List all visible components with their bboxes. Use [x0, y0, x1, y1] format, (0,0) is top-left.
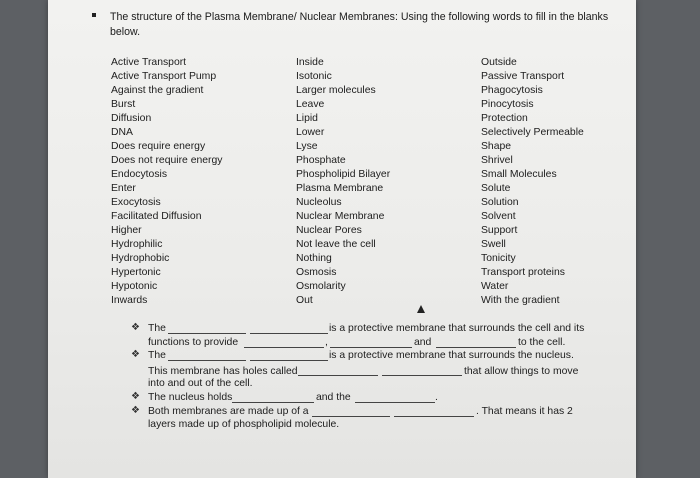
- word-bank-term: Phagocytosis: [481, 85, 543, 96]
- word-bank-term: Diffusion: [111, 113, 152, 124]
- word-bank-term: Burst: [111, 99, 136, 110]
- word-bank-term: Tonicity: [481, 253, 516, 264]
- word-bank-term: Hydrophilic: [111, 239, 163, 250]
- word-bank-term: Solute: [481, 183, 511, 194]
- word-bank-column-2: [296, 56, 390, 308]
- word-bank-term: Lipid: [296, 113, 318, 124]
- word-bank-term: Isotonic: [296, 71, 332, 82]
- word-bank-term: Out: [296, 295, 313, 306]
- q1-and: and: [414, 337, 432, 348]
- q4-blank-1[interactable]: [312, 416, 390, 417]
- word-bank-term: Solution: [481, 197, 519, 208]
- q1-functions: functions to provide: [148, 337, 239, 348]
- word-bank-term: Not leave the cell: [296, 239, 376, 250]
- diamond-bullet-icon: ❖: [131, 322, 140, 333]
- word-bank-term: Active Transport Pump: [111, 71, 217, 82]
- word-bank-term: Outside: [481, 57, 517, 68]
- bullet-marker: [92, 13, 96, 17]
- q1-blank-5[interactable]: [436, 347, 516, 348]
- q3-period: .: [435, 392, 438, 403]
- word-bank-term: Hypotonic: [111, 281, 158, 292]
- word-bank-term: Plasma Membrane: [296, 183, 384, 194]
- q4-blank-2[interactable]: [394, 416, 474, 417]
- word-bank-term: Phosphate: [296, 155, 346, 166]
- word-bank-term: Higher: [111, 225, 142, 236]
- word-bank-term: Passive Transport: [481, 71, 565, 82]
- q1-comma: ,: [325, 337, 328, 348]
- q3-blank-2[interactable]: [355, 402, 435, 403]
- word-bank-term: Pinocytosis: [481, 99, 534, 110]
- q2-allow: that allow things to move: [464, 366, 579, 377]
- q4-start: Both membranes are made up of a: [148, 406, 309, 417]
- diamond-bullet-icon: ❖: [131, 405, 140, 416]
- word-bank-term: Osmosis: [296, 267, 337, 278]
- word-bank-term: Shrivel: [481, 155, 513, 166]
- word-bank-term: Selectively Permeable: [481, 127, 584, 138]
- word-bank-term: Does require energy: [111, 141, 206, 152]
- word-bank-term: Protection: [481, 113, 528, 124]
- word-bank-term: Nuclear Pores: [296, 225, 362, 236]
- word-bank-term: With the gradient: [481, 295, 560, 306]
- word-bank-term: Larger molecules: [296, 85, 376, 96]
- word-bank-term: Hypertonic: [111, 267, 161, 278]
- word-bank-term: Enter: [111, 183, 136, 194]
- diamond-bullet-icon: ❖: [131, 349, 140, 360]
- word-bank-term: Osmolarity: [296, 281, 346, 292]
- q1-tail: is a protective membrane that surrounds the cell and its: [329, 323, 585, 334]
- q2-blank-4[interactable]: [382, 375, 462, 376]
- instructions-text: The structure of the Plasma Membrane/ Nuclear Membranes: Using the following words to fill in the blanks below.: [110, 11, 609, 38]
- word-bank-term: DNA: [111, 127, 133, 138]
- word-bank-term: Shape: [481, 141, 512, 152]
- word-bank-term: Nucleolus: [296, 197, 342, 208]
- q3-and: and the: [316, 392, 351, 403]
- q3-start: The nucleus holds: [148, 392, 233, 403]
- word-bank-term: Inside: [296, 57, 324, 68]
- word-bank-column-1: [111, 56, 222, 308]
- q1-blank-4[interactable]: [330, 347, 412, 348]
- q2-holes: This membrane has holes called: [148, 366, 298, 377]
- word-bank-term: Nothing: [296, 253, 332, 264]
- word-bank-term: Lower: [296, 127, 325, 138]
- q4-mid: . That means it has 2: [476, 406, 573, 417]
- q1-blank-3[interactable]: [244, 347, 324, 348]
- word-bank-term: Small Molecules: [481, 169, 557, 180]
- word-bank-term: Support: [481, 225, 518, 236]
- word-bank-term: Endocytosis: [111, 169, 168, 180]
- q3-blank-1[interactable]: [232, 402, 314, 403]
- word-bank-term: Inwards: [111, 295, 148, 306]
- q2-blank-2[interactable]: [250, 360, 328, 361]
- word-bank-term: Against the gradient: [111, 85, 204, 96]
- q2-tail: is a protective membrane that surrounds the nucleus.: [329, 350, 574, 361]
- q1-the: The: [148, 323, 166, 334]
- q1-blank-1[interactable]: [168, 333, 246, 334]
- q2-blank-1[interactable]: [168, 360, 246, 361]
- word-bank-term: Phospholipid Bilayer: [296, 169, 391, 180]
- word-bank-term: Does not require energy: [111, 155, 223, 166]
- word-bank-term: Leave: [296, 99, 325, 110]
- diamond-bullet-icon: ❖: [131, 391, 140, 402]
- q2-into: into and out of the cell.: [148, 378, 253, 389]
- word-bank-term: Lyse: [296, 141, 318, 152]
- word-bank-term: Exocytosis: [111, 197, 161, 208]
- word-bank-term: Solvent: [481, 211, 516, 222]
- q1-end: to the cell.: [518, 337, 566, 348]
- word-bank-term: Active Transport: [111, 57, 187, 68]
- q4-end: layers made up of phospholipid molecule.: [148, 419, 340, 430]
- q2-the: The: [148, 350, 166, 361]
- q2-blank-3[interactable]: [298, 375, 378, 376]
- word-bank-term: Nuclear Membrane: [296, 211, 385, 222]
- q1-blank-2[interactable]: [250, 333, 328, 334]
- word-bank-term: Hydrophobic: [111, 253, 170, 264]
- word-bank-column-3: [481, 56, 584, 308]
- word-bank-term: Swell: [481, 239, 506, 250]
- word-bank-term: Transport proteins: [481, 267, 565, 278]
- mouse-cursor-icon: [417, 305, 425, 313]
- word-bank-term: Facilitated Diffusion: [111, 211, 202, 222]
- word-bank-term: Water: [481, 281, 509, 292]
